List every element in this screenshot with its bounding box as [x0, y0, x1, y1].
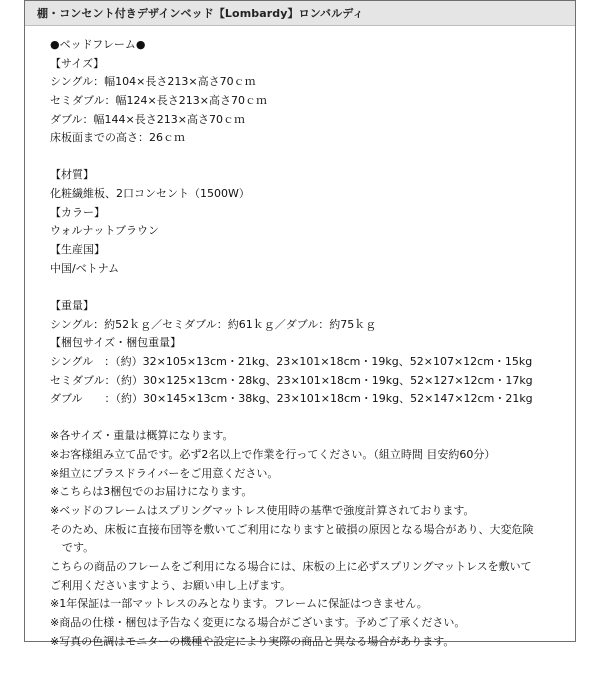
package-semi-double: セミダブル：（約）30×125×13cm・28kg、23×101×18cm・19kg、52×127×12cm・17kg: [50, 373, 533, 387]
note-danger: そのため、床板に直接布団等を敷いてご利用になりますと破損の原因となる場合があり、大変危険: [50, 522, 534, 536]
note-packages: ※こちらは3梱包でのお届けになります。: [50, 485, 253, 499]
material-value: 化粧繊維板、2口コンセント（1500W）: [50, 187, 250, 201]
package-label: 【梱包サイズ・梱包重量】: [50, 336, 182, 350]
page-title: 棚・コンセント付きデザインベッド【Lombardy】ロンバルディ: [37, 7, 364, 20]
note-mattress: こちらの商品のフレームをご利用になる場合には、床板の上に必ずスプリングマットレスを敷いて: [50, 559, 532, 573]
floor-height: 床板面までの高さ：26ｃｍ: [50, 131, 185, 145]
size-double: ダブル：幅144×長さ213×高さ70ｃｍ: [50, 112, 245, 126]
material-label: 【材質】: [50, 168, 94, 182]
weight-value: シングル：約52ｋｇ／セミダブル：約61ｋｇ／ダブル：約75ｋｇ: [50, 317, 377, 331]
origin-value: 中国/ベトナム: [50, 261, 120, 275]
note-assembly: ※お客様組み立て品です。必ず2名以上で作業を行ってください。（組立時間 目安約60分）: [50, 448, 496, 462]
color-label: 【カラー】: [50, 205, 105, 219]
note-screwdriver: ※組立にプラスドライバーをご用意ください。: [50, 466, 279, 480]
package-double: ダブル ：（約）30×145×13cm・38kg、23×101×18cm・19kg、52×147×12cm・21kg: [50, 392, 533, 406]
section-gap: [50, 148, 565, 167]
title-bar: [25, 1, 575, 26]
note-warranty: ※1年保証は一部マットレスのみとなります。フレームに保証はつきません。: [50, 597, 428, 611]
note-request: ご利用くださいますよう、お願い申し上げます。: [50, 578, 292, 592]
note-approximate: ※各サイズ・重量は概算になります。: [50, 429, 234, 443]
size-label: 【サイズ】: [50, 56, 105, 70]
spec-content: [50, 36, 565, 651]
note-color: ※写真の色調はモニターの機種や設定により実際の商品と異なる場合があります。: [50, 634, 455, 648]
color-value: ウォルナットブラウン: [50, 224, 160, 238]
size-single: シングル：幅104×長さ213×高さ70ｃｍ: [50, 75, 256, 89]
origin-label: 【生産国】: [50, 243, 105, 257]
note-danger-end: です。: [62, 541, 95, 555]
section-gap: [50, 409, 565, 428]
spec-panel: [24, 0, 576, 648]
section-gap: [50, 278, 565, 297]
frame-heading: ●ベッドフレーム●: [50, 38, 146, 51]
size-semi-double: セミダブル：幅124×長さ213×高さ70ｃｍ: [50, 93, 267, 107]
note-strength: ※ベッドのフレームはスプリングマットレス使用時の基準で強度計算されております。: [50, 504, 475, 518]
weight-label: 【重量】: [50, 298, 94, 312]
note-spec-change: ※商品の仕様・梱包は予告なく変更になる場合がございます。予めご了承ください。: [50, 615, 466, 629]
package-single: シングル ：（約）32×105×13cm・21kg、23×101×18cm・19kg、52×107×12cm・15kg: [50, 354, 533, 368]
